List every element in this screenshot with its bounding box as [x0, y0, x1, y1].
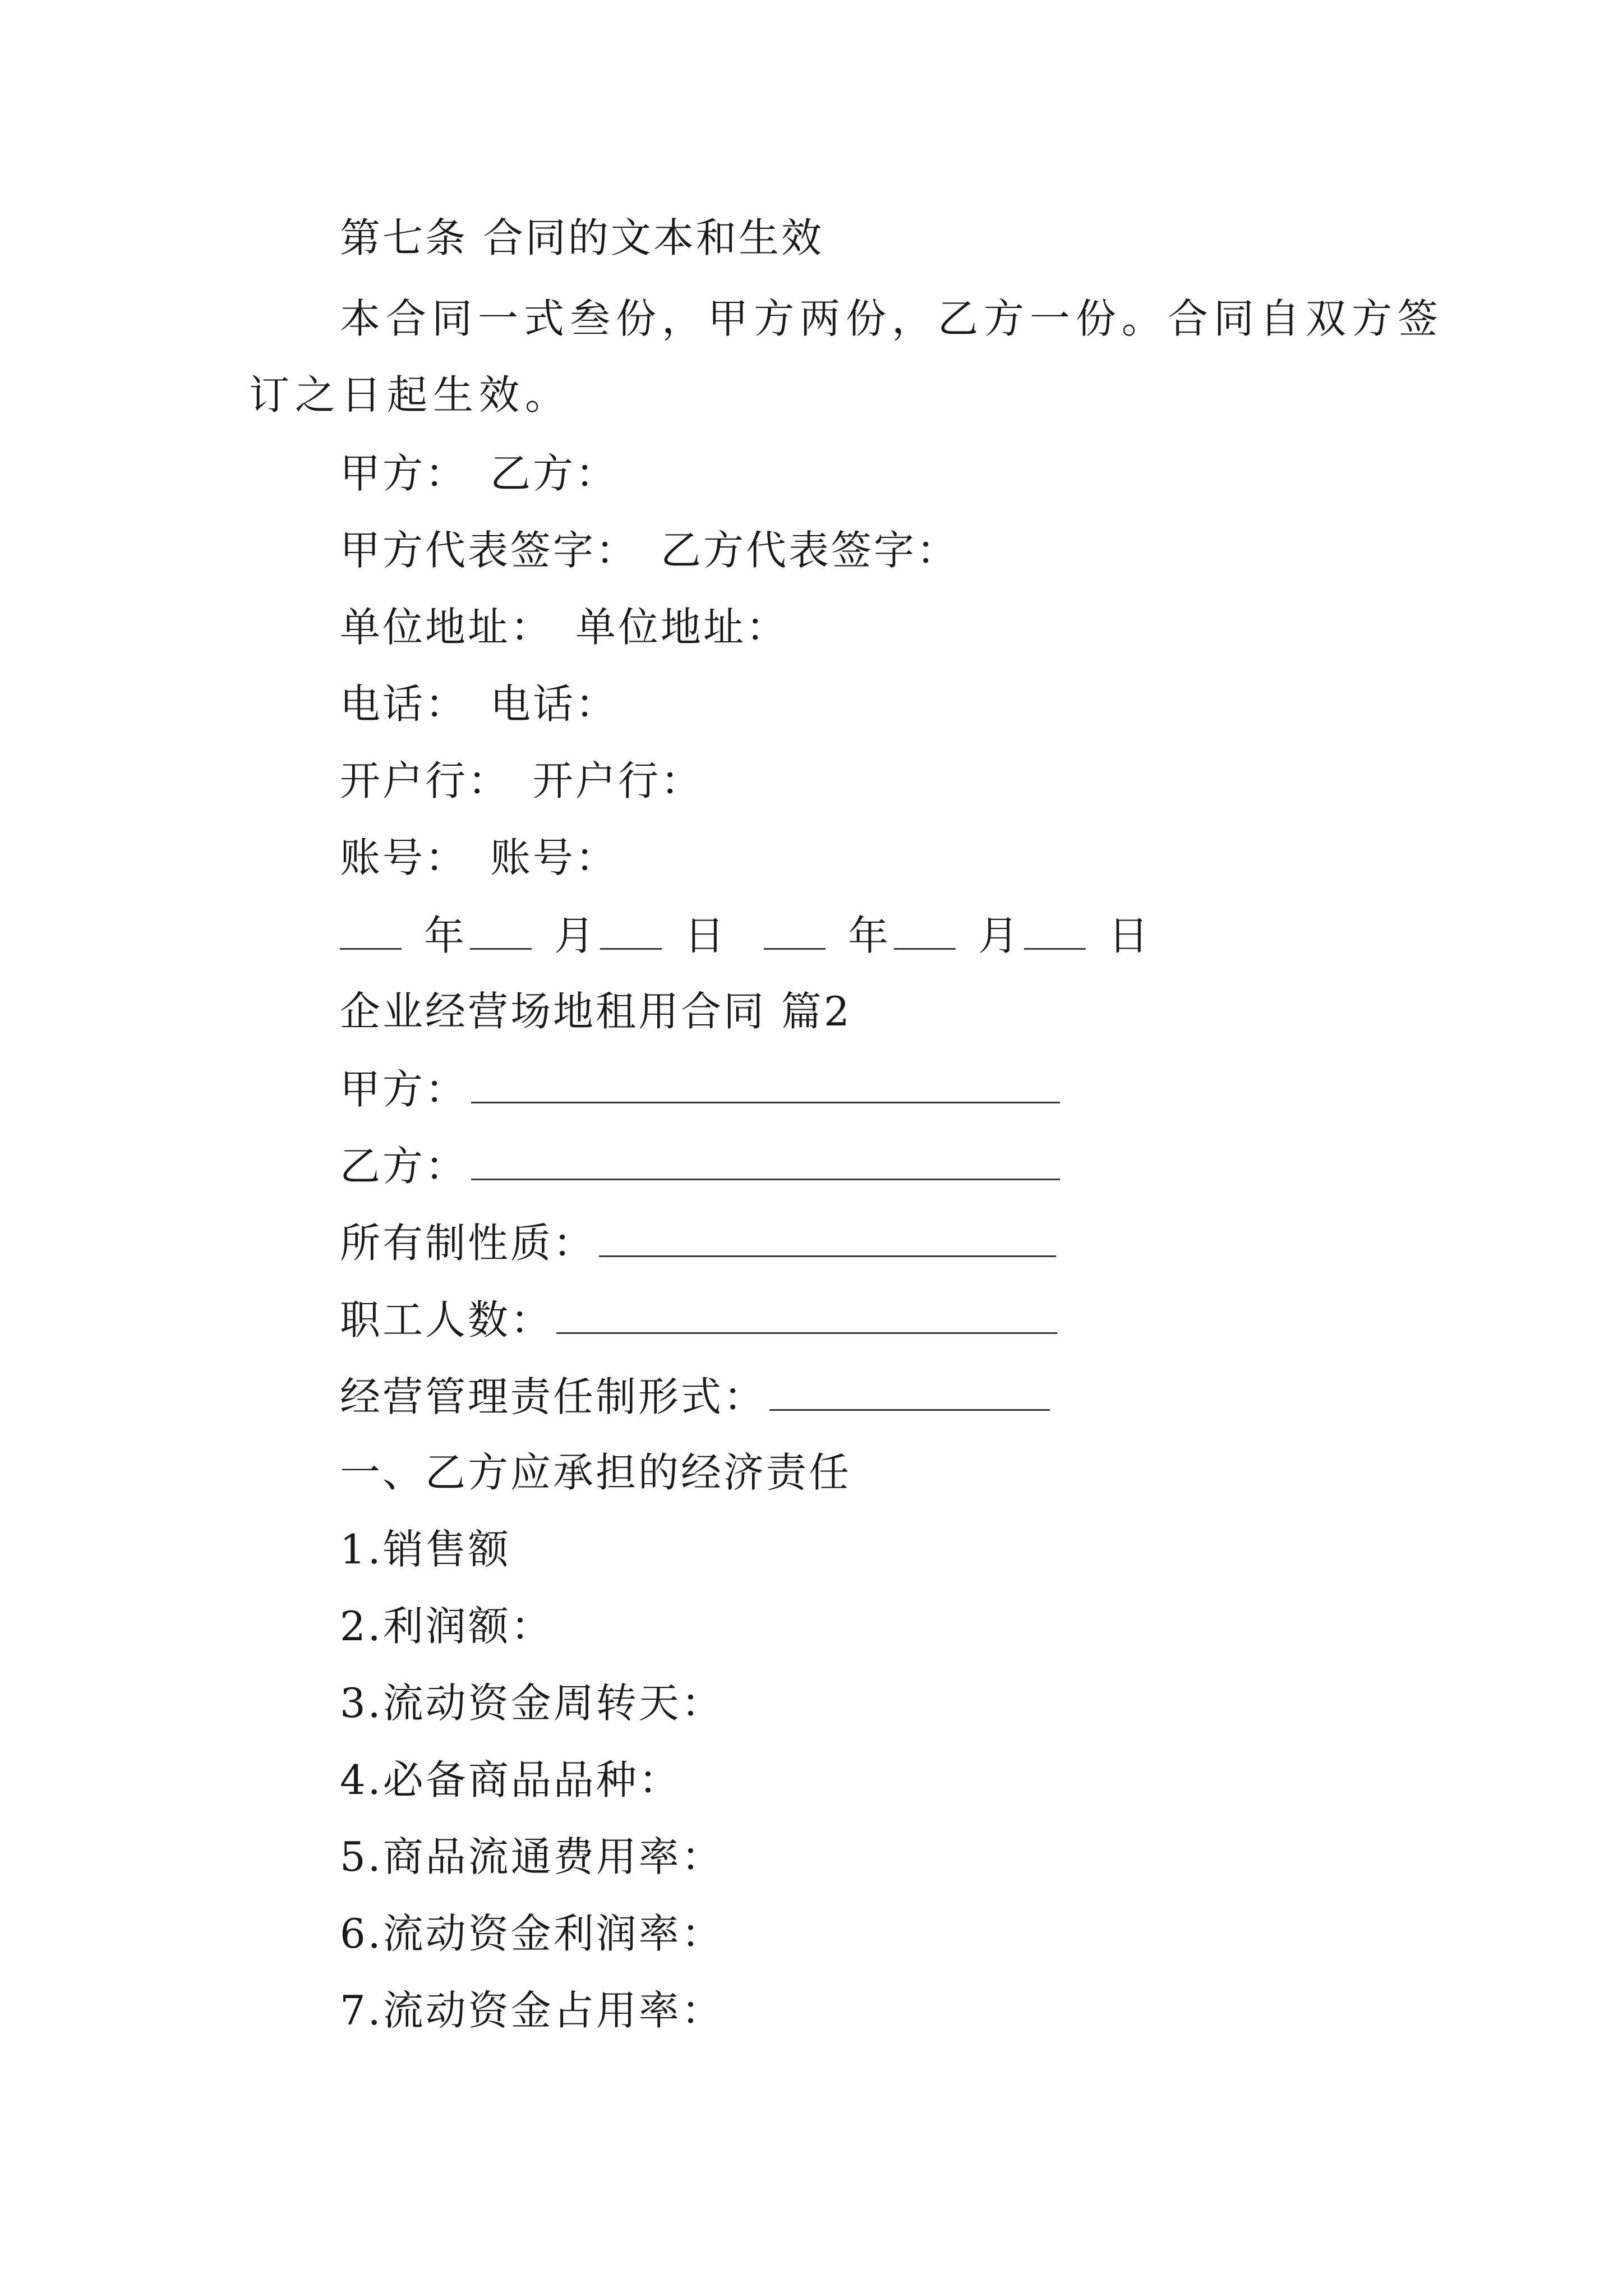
party-b-year-blank — [764, 914, 826, 950]
party-a-day-label: 日 — [684, 912, 727, 959]
party-a-label: 甲方： — [340, 450, 468, 497]
party-b-bank-label: 开户行： — [533, 757, 704, 804]
list-item: 7.流动资金占用率： — [340, 1987, 724, 2034]
field-party-b-label: 乙方： — [340, 1143, 468, 1190]
sig-rep-row — [340, 527, 960, 574]
party-b-phone-label: 电话： — [490, 680, 619, 728]
list-item: 1.销售额 — [340, 1526, 511, 1573]
sig-address-row — [340, 604, 789, 651]
party-b-day-label: 日 — [1108, 912, 1151, 959]
list-item: 2.利润额： — [340, 1603, 554, 1650]
field-party-b-blank — [471, 1145, 1060, 1180]
field-ownership — [340, 1220, 1056, 1267]
party-a-month-blank — [470, 914, 532, 950]
field-employees-blank — [556, 1299, 1057, 1334]
list-item: 4.必备商品品种： — [340, 1756, 681, 1803]
field-ownership-blank — [599, 1222, 1056, 1257]
sig-party-row — [340, 450, 619, 497]
list-item: 6.流动资金利润率： — [340, 1910, 724, 1957]
field-employees-label: 职工人数： — [340, 1296, 554, 1343]
sig-account-row — [340, 834, 619, 881]
party-b-rep-label: 乙方代表签字： — [661, 527, 960, 574]
article7-paragraph-line1: 本合同一式叁份，甲方两份，乙方一份。合同自双方签 — [340, 295, 1444, 342]
field-party-b — [340, 1143, 1060, 1190]
field-party-a — [340, 1066, 1060, 1113]
party-b-account-label: 账号： — [490, 834, 619, 881]
field-management-form-label: 经营管理责任制形式： — [340, 1373, 767, 1420]
party-a-phone-label: 电话： — [340, 680, 468, 728]
party-a-address-label: 单位地址： — [340, 604, 554, 651]
field-party-a-label: 甲方： — [340, 1066, 468, 1113]
field-management-form-blank — [769, 1375, 1050, 1411]
party-a-bank-label: 开户行： — [340, 757, 511, 804]
article7-paragraph-line2: 订之日起生效。 — [249, 371, 571, 418]
field-employees — [340, 1296, 1057, 1343]
field-ownership-label: 所有制性质： — [340, 1220, 596, 1267]
list-item: 3.流动资金周转天： — [340, 1680, 724, 1727]
party-b-month-blank — [894, 914, 956, 950]
party-a-year-blank — [340, 914, 402, 950]
party-b-label: 乙方： — [490, 450, 619, 497]
list-item: 5.商品流通费用率： — [340, 1833, 724, 1880]
party-a-month-label: 月 — [554, 912, 597, 959]
sig-bank-row — [340, 757, 704, 804]
section1-heading: 一、乙方应承担的经济责任 — [340, 1449, 852, 1496]
contract2-title: 企业经营场地租用合同 篇2 — [340, 988, 852, 1035]
party-a-account-label: 账号： — [340, 834, 468, 881]
party-b-day-blank — [1024, 914, 1086, 950]
party-a-year-label: 年 — [424, 912, 467, 959]
party-a-rep-label: 甲方代表签字： — [340, 527, 639, 574]
party-b-address-label: 单位地址： — [575, 604, 789, 651]
field-management-form — [340, 1373, 1050, 1420]
field-party-a-blank — [471, 1068, 1060, 1103]
sig-phone-row — [340, 680, 619, 728]
party-a-day-blank — [600, 914, 662, 950]
article7-heading: 第七条 合同的文本和生效 — [340, 214, 824, 261]
sig-date-row — [340, 912, 1151, 959]
party-b-month-label: 月 — [978, 912, 1021, 959]
party-b-year-label: 年 — [848, 912, 891, 959]
